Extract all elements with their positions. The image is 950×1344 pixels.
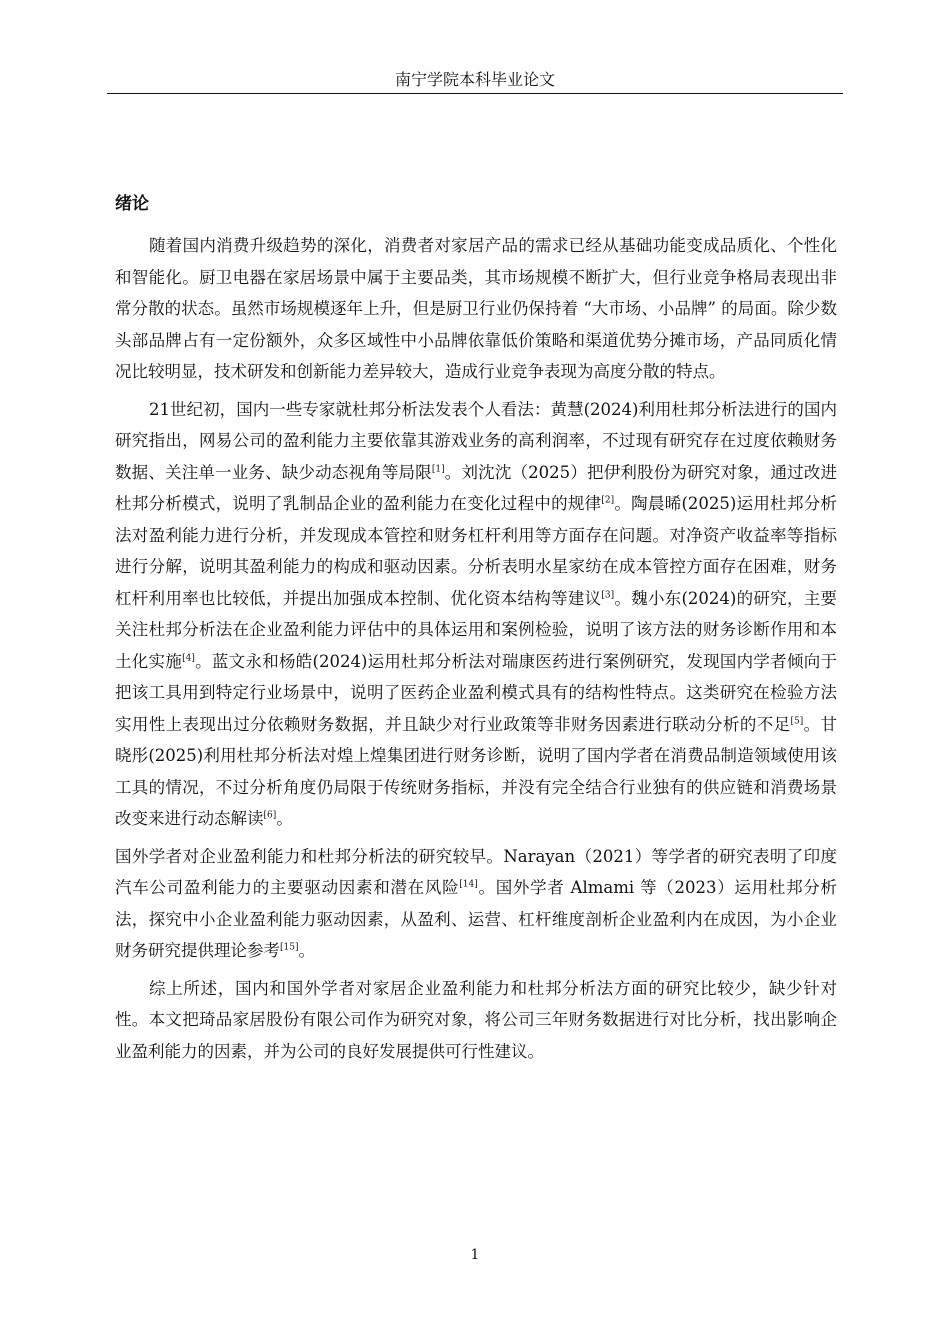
- header-rule: [107, 93, 843, 94]
- paragraph-text: 随着国内消费升级趋势的深化，消费者对家居产品的需求已经从基础功能变成品质化、个性化和智能化。厨卫电器在家居场景中属于主要品类，其市场规模不断扩大，但行业竞争格局表现出非常分散的状态。虽然市场规模逐年上升，但是厨卫行业仍保持着 “大市场、小品牌” 的局面。除少数头部品牌占有一定份额外，众多区域性中小品牌依靠低价策略和渠道优势分摊市场，产品同质化情况比较明显，技术研发和创新能力差异较大，造成行业竞争表现为高度分散的特点。: [115, 236, 837, 381]
- citation-marker: [6]: [263, 810, 277, 821]
- paragraph: [115, 973, 837, 1068]
- paragraph: [115, 230, 837, 388]
- citation-marker: [3]: [601, 590, 615, 600]
- paragraph: [115, 394, 837, 835]
- paragraph-text: 。: [276, 809, 293, 828]
- page-number: 1: [470, 1247, 480, 1263]
- section-heading: 绪论: [115, 194, 149, 214]
- citation-marker: [1]: [431, 464, 445, 474]
- citation-marker: [4]: [182, 653, 195, 663]
- citation-marker: [2]: [601, 495, 615, 506]
- paragraph-text: 。甘晓彤(2025)利用杜邦分析法对煌上煌集团进行财务诊断，说明了国内学者在消费品制造领域使用该工具的情况，不过分析角度仍局限于传统财务指标，并没有完全结合行业独有的供应链和消费场景改变来进行动态解读: [115, 714, 838, 828]
- paragraph-text: 21世纪初，国内一些专家就杜邦分析法发表个人看法：黄慧(2024)利用杜邦分析法进行的国内研究指出，网易公司的盈利能力主要依靠其游戏业务的高利润率，不过现有研究存在过度依赖财务数据、关注单一业务、缺少动态视角等局限: [115, 399, 837, 482]
- paragraph-text: 。陶晨晞(2025)运用杜邦分析法对盈利能力进行分析，并发现成本管控和财务杠杆利用等方面存在问题。对净资产收益率等指标进行分解，说明其盈利能力的构成和驱动因素。分析表明水星家纺在成本管控方面存在困难，财务杠杆利用率也比较低，并提出加强成本控制、优化资本结构等建议: [115, 494, 837, 608]
- paragraph-text: 。刘沈沈（2025）把伊利股份为研究对象，通过改进杜邦分析模式，说明了乳制品企业的盈利能力在变化过程中的规律: [115, 462, 838, 513]
- citation-marker: [5]: [790, 716, 804, 726]
- paragraph-text: 国外学者对企业盈利能力和杜邦分析法的研究较早。Narayan（2021）等学者的研究表明了印度汽车公司盈利能力的主要驱动因素和潜在风险: [115, 846, 837, 897]
- paragraph-text: 。: [298, 941, 315, 960]
- paragraph: [115, 841, 837, 967]
- paragraph-text: 。蓝文永和杨皓(2024)运用杜邦分析法对瑞康医药进行案例研究，发现国内学者倾向于把该工具用到特定行业场景中，说明了医药企业盈利模式具有的结构性特点。这类研究在检验方法实用性上表现出过分依赖财务数据，并且缺少对行业政策等非财务因素进行联动分析的不足: [115, 651, 837, 734]
- citation-marker: [14]: [459, 879, 478, 890]
- paragraph-text: 。魏小东(2024)的研究，主要关注杜邦分析法在企业盈利能力评估中的具体运用和案例检验，说明了该方法的财务诊断作用和本土化实施: [115, 588, 837, 671]
- paragraph-text: 综上所述，国内和国外学者对家居企业盈利能力和杜邦分析法方面的研究比较少，缺少针对性。本文把琦品家居股份有限公司作为研究对象，将公司三年财务数据进行对比分析，找出影响企业盈利能力的因素，并为公司的良好发展提供可行性建议。: [115, 978, 837, 1061]
- document-body: [115, 188, 837, 1073]
- paragraph-container: [115, 230, 837, 1067]
- running-header: 南宁学院本科毕业论文: [394, 70, 555, 89]
- citation-marker: [15]: [280, 942, 299, 953]
- paragraph-text: 。国外学者 Almami 等（2023）运用杜邦分析法，探究中小企业盈利能力驱动因素，从盈利、运营、杠杆维度剖析企业盈利内在成因，为小企业财务研究提供理论参考: [115, 878, 838, 960]
